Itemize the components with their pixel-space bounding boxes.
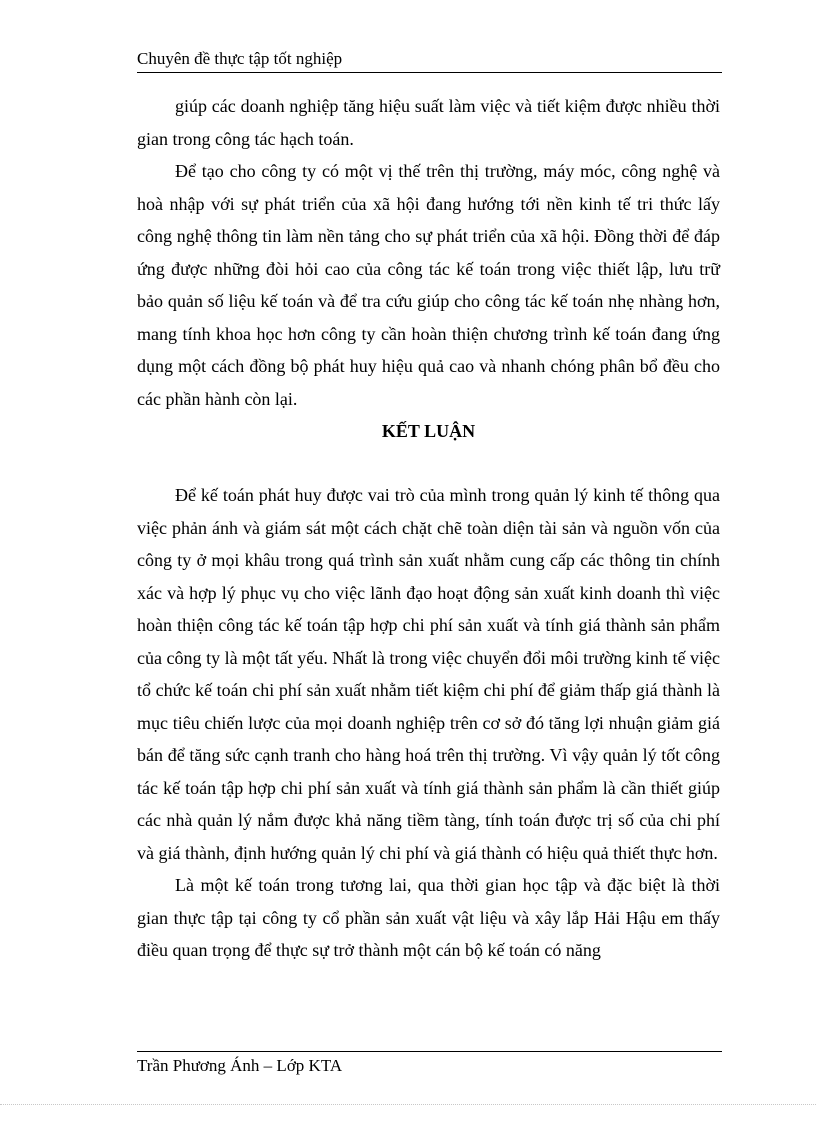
header-title: Chuyên đề thực tập tốt nghiệp: [137, 49, 343, 68]
page-footer: [137, 1055, 342, 1077]
paragraph: Là một kế toán trong tương lai, qua thời gian học tập và đặc biệt là thời gian thực tập tại công ty cổ phần sản xuất vật liệu và xây lắp Hải Hậu em thấy điều quan trọng để thực sự trở thành một cán bộ kế toán có năng: [137, 875, 720, 960]
page-break-line: [0, 1104, 816, 1105]
footer-author: Trần Phương Ánh – Lớp KTA: [137, 1056, 343, 1075]
paragraph: Để kế toán phát huy được vai trò của mình trong quản lý kinh tế thông qua việc phản ánh và giám sát một cách chặt chẽ toàn diện tài sản và nguồn vốn của công ty ở mọi khâu trong quá trình sản xuất nhằm cung cấp các thông tin chính xác và hợp lý phục vụ cho việc lãnh đạo hoạt động sản xuất kinh doanh thì việc hoàn thiện công tác kế toán tập hợp chi phí sản xuất và tính giá thành sản phẩm của công ty là một tất yếu. Nhất là trong việc chuyển đổi môi trường kinh tế việc tổ chức kế toán chi phí sản xuất nhằm tiết kiệm chi phí để giảm thấp giá thành là mục tiêu chiến lược của mọi doanh nghiệp trên cơ sở đó tăng lợi nhuận giảm giá bán để tăng sức cạnh tranh cho hàng hoá trên thị trường. Vì vậy quản lý tốt công tác kế toán tập hợp chi phí sản xuất và tính giá thành sản phẩm là cần thiết giúp các nhà quản lý nắm được khả năng tiềm tàng, tính toán được trị số của chi phí và giá thành, định hướng quản lý chi phí và giá thành có hiệu quả thiết thực hơn.: [137, 485, 720, 863]
footer-divider: [137, 1051, 722, 1052]
page-header: [137, 48, 722, 73]
paragraph-continuation: giúp các doanh nghiệp tăng hiệu suất làm việc và tiết kiệm được nhiều thời gian trong công tác hạch toán.: [137, 96, 720, 149]
body-text: [137, 90, 720, 967]
section-heading: KẾT LUẬN: [381, 421, 476, 441]
paragraph: Để tạo cho công ty có một vị thế trên thị trường, máy móc, công nghệ và hoà nhập với sự phát triển của xã hội đang hướng tới nền kinh tế tri thức lấy công nghệ thông tin làm nền tảng cho sự phát triển của xã hội. Đồng thời để đáp ứng được những đòi hỏi cao của công tác kế toán trong việc thiết lập, lưu trữ bảo quản số liệu kế toán và để tra cứu giúp cho công tác kế toán nhẹ nhàng hơn, mang tính khoa học hơn công ty cần hoàn thiện chương trình kế toán đang ứng dụng một cách đồng bộ phát huy hiệu quả cao và nhanh chóng phân bổ đều cho các phần hành còn lại.: [137, 161, 720, 409]
